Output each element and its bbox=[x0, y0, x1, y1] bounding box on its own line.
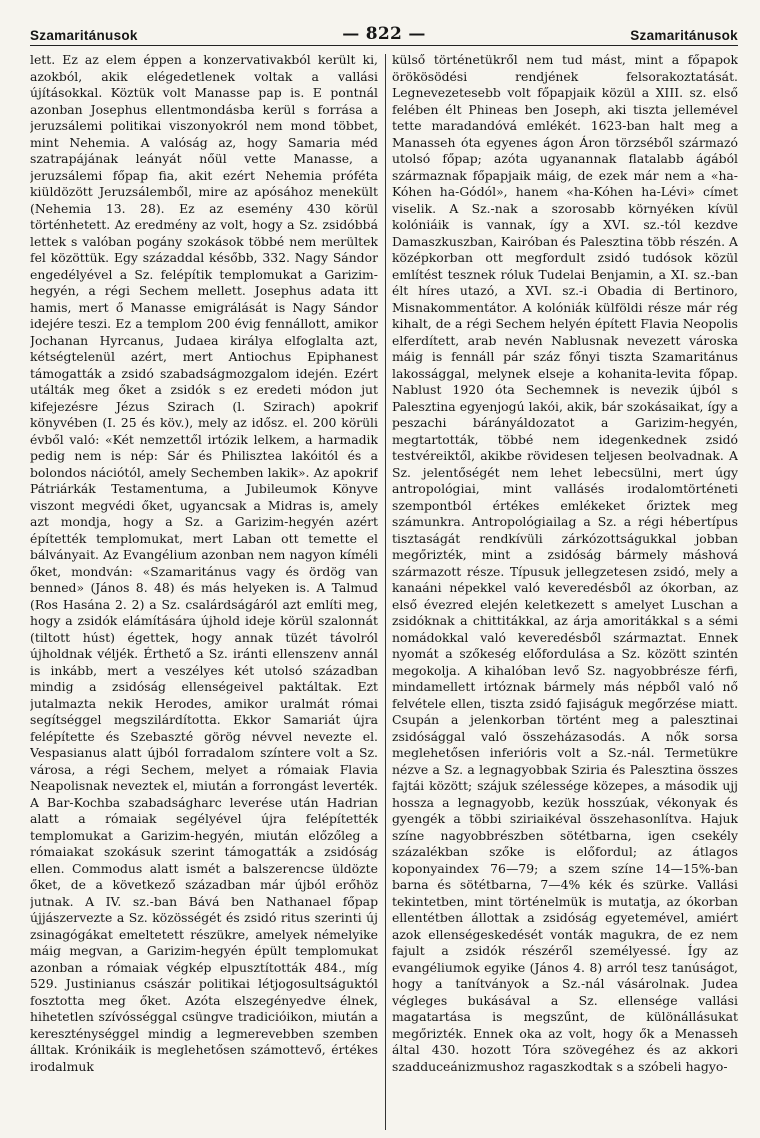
header-right-title: Szamaritánusok bbox=[630, 28, 738, 43]
left-column bbox=[30, 52, 378, 1132]
running-header bbox=[30, 24, 738, 50]
column-divider bbox=[385, 54, 386, 1130]
header-rule bbox=[30, 45, 738, 46]
header-left-title: Szamaritánusok bbox=[30, 28, 138, 43]
right-column-text: külső történetükről nem tud mást, mint a főpapok örökösödési rendjének felsorakoztatását. Legnevezetesebb volt főpapjaik közül a XIII. sz. első felében élt Phineas ben Joseph, aki tiszta jellemével tette maradandóvá emlékét. 1623-ban halt meg a Manasseh óta egyenes ágon Áron törzséből származó utolsó főpap; azóta ugyanannak flatalabb ágából származnak főpapjaik máig, de ezek már nem a «ha-Kóhen ha-Gódól», hanem «ha-Kóhen ha-Lévi» címet viselik. A Sz.-nak a szorosabb környéken kívül kolóniáik is vannak, így a XVI. sz.-tól kezdve Damaszkuszban, Kairóban és Palesztina több részén. A középkorban ott megfordult zsidó tudósok közül említést tesznek róluk Tudelai Benjamin, a XI. sz.-ban élt híres utazó, a XVI. sz.-i Obadia di Bertinoro, Misnakommentátor. A kolóniák külföldi része már rég kihalt, de a régi Sechem helyén épített Flavia Neopolis elferdített, arab nevén Nablusnak nevezett városka máig is fennáll pár száz főnyi tiszta Szamaritánus lakossággal, melynek elseje a kohanita-levita főpap. Nablust 1920 óta Sechemnek is nevezik újból s Palesztina egyenjogú lakói, akik, bár szokásaikat, így a peszachi bárányáldozatot a Garizim-hegyén, megtartották, többé nem idegenkednek zsidó testvéreiktől, akikbe rövidesen teljesen beolvadnak. A Sz. jelentőségét nem lehet lebecsülni, mert úgy antropológiai, mint vallásés irodalomtörténeti szempontból értékes emlékeket őriztek meg számunkra. Antropológiailag a Sz. a régi hébertípus tisztaságát rendkívüli zárkózottságukkal jobban megőrizték, mint a zsidóság bármely máshová származott része. Típusuk jellegzetesen zsidó, mely a kanaáni népekkel való keveredésből az ókorban, az első évezred elején keletkezett s amelyet Luschan a zsidóknak a chittitákkal, az árja amoritákkal s a sémi nomádokkal való keveredésből származtat. Ennek nyomát a szőkeség előfordulása a Sz. között szintén megokolja. A kihalóban levő Sz. nagyobbrésze férfi, mindamellett irtóznak bármely más népből való nő felvétele ellen, tiszta zsidó fajiságuk megőrzése miatt. Csupán a jelenkorban történt meg a palesztinai zsidósággal való összeházasodás. A nők sorsa meglehetősen inferióris volt a Sz.-nál. Termetükre nézve a Sz. a legnagyobbak Sziria és Palesztina összes fajtái között; szájuk szélessége közepes, a második ujj hossza a legnagyobb, kezük hosszúak, vékonyak és gyengék a többi sziriaikéval összehasonlítva. Hajuk színe nagyobbrészben sötétbarna, igen csekély százalékban szőke is előfordul; az átlagos koponyaindex 76—79; a szem színe 14—15%-ban barna és sötétbarna, 7—4% kék és szürke. Vallási tekintetben, mint történelmük is mutatja, az ókorban ellentétben állottak a zsidóság egyetemével, amiért azok ellenségeskedését vonták magukra, de ez nem fajult a zsidók részéről személyessé. Így az evangéliumok egyike (János 4. 8) arról tesz tanúságot, hogy a tanítványok a Sz.-nál vásárolnak. Judea végleges bukásával a Sz. ellensége vallási magatartása is megszűnt, de különállásukat megőrizték. Ennek oka az volt, hogy ők a Menasseh által 430. hozott Tóra szövegéhez és az akkori szadduceánizmushoz ragaszkodtak s a szóbeli hagyo- bbox=[392, 52, 738, 1074]
left-column-text: lett. Ez az elem éppen a konzervativakból került ki, azokból, akik elégedetlenek voltak a vallási újításokkal. Köztük volt Manasse pap is. E pontnál azonban Josephus ellentmondásba kerül s forrása a jeruzsálemi politikai viszonyokról nem mond többet, mint Nehemia. A valóság az, hogy Samaria méd szatrapájának leányát nőül vette Manasse, a jeruzsálemi főpap fia, akit ezért Nehemia próféta kiüldözött Jeruzsálemből, mire az apósához menekült (Nehemia 13. 28). Ez az esemény 430 körül történhetett. Az eredmény az volt, hogy a Sz. zsidóbbá lettek s valóban pogány szokások többé nem merültek fel közöttük. Egy századdal később, 332. Nagy Sándor engedélyével a Sz. felépítik templomukat a Garizim-hegyén, a régi Sechem mellett. Josephus adata itt hamis, mert ő Manasse emigrálását is Nagy Sándor idejére teszi. Ez a templom 200 évig fennállott, amikor Jochanan Hyrcanus, Judaea királya elfoglalta azt, kétségtelenül azért, mert Antiochus Epiphanest támogatták a zsidó szabadságmozgalom idején. Ezért utálták meg őket a zsidók s ez eredeti módon jut kifejezésre Jézus Szirach (l. Szirach) apokrif könyvében (I. 25 és köv.), mely az idősz. el. 200 körüli évből való: «Két nemzettől irtózik lelkem, a harmadik pedig nem is nép: Sár és Philisztea lakóitól és a bolondos nációtól, amely Sechemben lakik». Az apokrif Pátriárkák Testamentuma, a Jubileumok Könyve viszont megvédi őket, ugyancsak a Midras is, amely azt mondja, hogy a Sz. a Garizim-hegyén azért építették templomukat, mert Laban ott temette el bálványait. Az Evangélium azonban nem nagyon kíméli őket, mondván: «Szamaritánus vagy és ördög van benned» (János 8. 48) és más helyeken is. A Talmud (Ros Hasána 2. 2) a Sz. csalárdságáról azt említi meg, hogy a zsidók elámítására újhold ideje körül szalonnát (tiltott húst) égettek, hogy annak tüzét távolról újholdnak véljék. Érthető a Sz. iránti ellenszenv annál is inkább, mert a veszélyes két utolsó században mindig a zsidóság ellenségeivel paktáltak. Ezt jutalmazta nekik Herodes, amikor uralmát római segítséggel megszilárdította. Ekkor Samariát újra felépítette és Szebaszté görög névvel nevezte el. Vespasianus alatt újból forradalom színtere volt a Sz. városa, a régi Sechem, melyet a rómaiak Flavia Neapolisnak neveztek el, miután a forrongást leverték. A Bar-Kochba szabadságharc leverése után Hadrian alatt a rómaiak segélyével újra felépítették templomukat a Garizim-hegyén, miután előzőleg a rómaiakat szokásuk szerint támogatták a zsidóság ellen. Commodus alatt ismét a balszerencse üldözte őket, de a következő században már újból erőhöz jutnak. A IV. sz.-ban Bává ben Nathanael főpap újjászervezte a Sz. közösségét és zsidó ritus szerinti új zsinagógákat emeltetett részükre, amelyek némelyike máig megvan, a Garizim-hegyén épült templomukat azonban a rómaiak végkép elpusztították 484., míg 529. Justinianus császár politikai létjogosultságuktól fosztotta meg őket. Azóta elszegényedve élnek, hihetetlen szívósséggal csüngve tradicióikon, miután a kereszténységgel mindig a legmerevebben szemben álltak. Krónikáik is meglehetősen számottevő, értékes irodalmuk bbox=[30, 52, 378, 1074]
page-number: — 822 — bbox=[342, 24, 426, 44]
right-column bbox=[392, 52, 738, 1132]
